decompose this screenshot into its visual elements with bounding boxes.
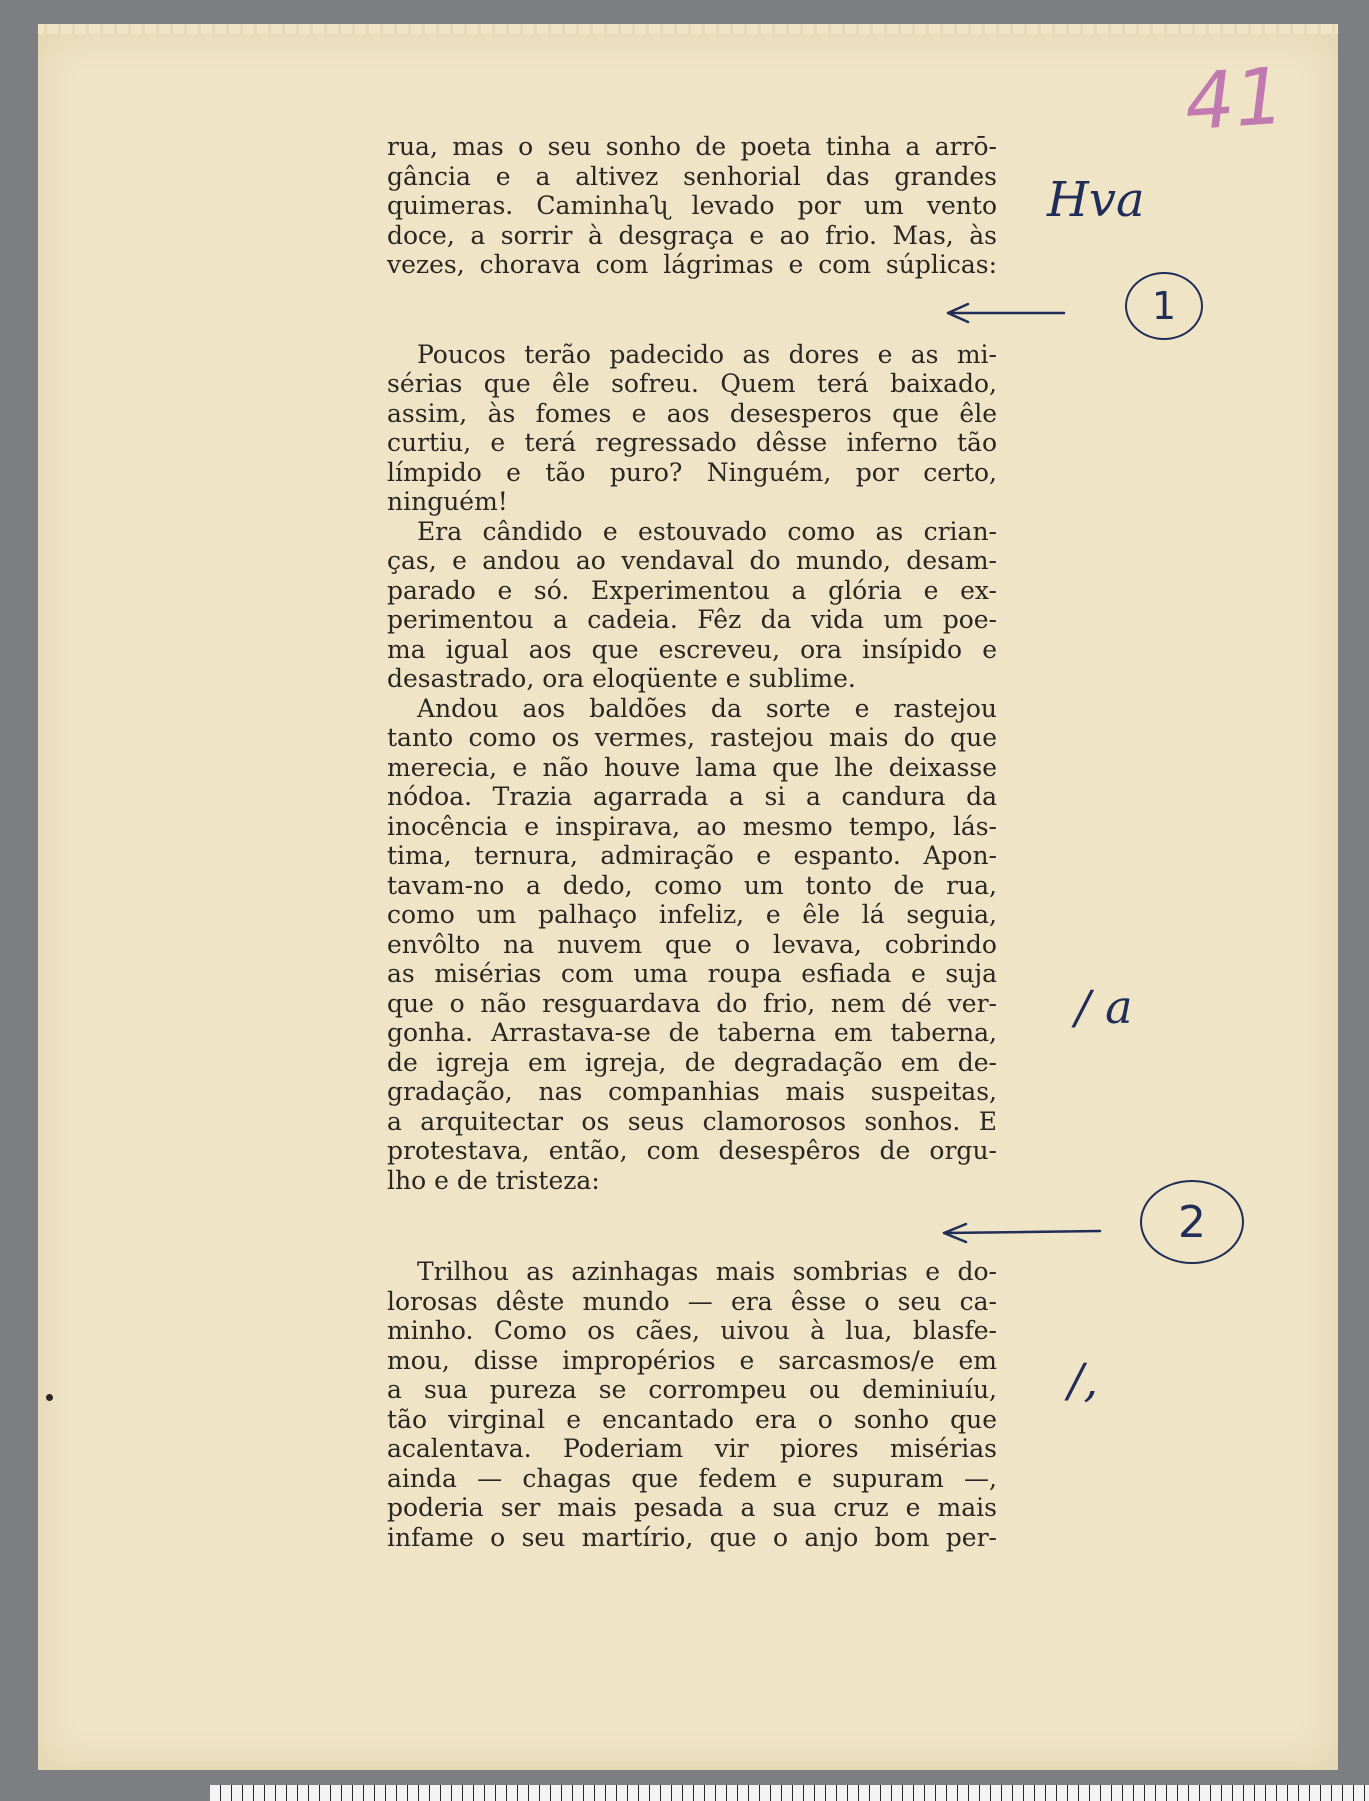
text-line: límpido e tão puro? Ninguém, por certo, [387,457,997,487]
text-line: mou, disse impropérios e sarcasmos/e em [387,1345,997,1375]
text-line: desastrado, ora eloqüente e sublime. [387,664,856,693]
ink-spot [46,1394,53,1401]
text-line: rua, mas o seu sonho de poeta tinha a arrō- [387,132,997,161]
circled-number-1 [1125,272,1203,340]
paragraph-3 [387,517,997,694]
paragraph-gap [387,310,997,340]
text-line: ainda — chagas que fedem e supuram —, [387,1463,997,1493]
circled-number-2-label: 2 [1178,1196,1206,1248]
text-line: doce, a sorrir à desgraça e ao frio. Mas, às [387,220,997,250]
text-line: ma igual aos que escreveu, ora insípido e [387,634,997,664]
circled-number-1-label: 1 [1151,284,1177,328]
text-line: gância e a altivez senhorial das grandes [387,161,997,191]
circled-number-2 [1140,1180,1244,1264]
text-line: a sua pureza se corrompeu ou deminiuíu, [387,1375,997,1404]
text-line: como um palhaço infeliz, e êle lá seguia, [387,900,997,929]
paragraph-gap [387,280,997,310]
paragraph-gap [387,1226,997,1257]
text-line: a arquitectar os seus clamorosos sonhos. E [387,1106,997,1136]
paragraph-1 [387,132,997,280]
text-line: Trilhou as azinhagas mais sombrias e do- [417,1257,997,1286]
text-line: acalentava. Poderiam vir piores misérias [387,1434,997,1463]
text-line: gradação, nas companhias mais suspeitas, [387,1077,997,1106]
text-line: curtiu, e terá regressado dêsse inferno tão [387,428,997,457]
paragraph-4 [387,694,997,1196]
torn-top-edge [38,24,1338,34]
page-number: 41 [1181,51,1288,149]
text-line: que o não resguardava do frio, nem dé ver- [387,988,997,1018]
text-line: Era cândido e estouvado como as crian- [417,516,997,546]
text-line: tanto como os vermes, rastejou mais do que [387,723,997,752]
margin-note-hva: Hva [1047,172,1145,228]
text-line: merecia, e não houve lama que lhe deixasse [387,752,997,782]
text-line: gonha. Arrastava-se de taberna em taberna, [387,1018,997,1047]
text-line: poderia ser mais pesada a sua cruz e mais [387,1493,997,1522]
text-line: tavam-no a dedo, como um tonto de rua, [387,870,997,900]
text-line: nódoa. Trazia agarrada a si a candura da [387,782,997,811]
text-line: quimeras. Caminhaʯ levado por um vento [387,191,997,220]
text-line: de igreja em igreja, de degradação em de- [387,1047,997,1077]
paragraph-gap [387,1195,997,1226]
text-line: as misérias com uma roupa esfiada e suja [387,959,997,988]
text-line: infame o seu martírio, que o anjo bom per- [387,1522,997,1552]
text-line: lorosas dêste mundo — era êsse o seu ca- [387,1286,997,1316]
text-line: lho e de tristeza: [387,1165,600,1195]
paragraph-2 [387,340,997,517]
paragraph-5 [387,1257,997,1552]
text-line: protestava, então, com desespêros de orgu- [387,1136,997,1165]
text-line: Poucos terão padecido as dores e as mi- [417,339,997,369]
text-line: inocência e inspirava, ao mesmo tempo, lás- [387,811,997,841]
text-line: Andou aos baldões da sorte e rastejou [417,693,997,723]
text-line: tão virginal e encantado era o sonho que [387,1404,997,1434]
printed-text [387,132,997,1552]
text-line: parado e só. Experimentou a glória e ex- [387,575,997,605]
text-line: ças, e andou ao vendaval do mundo, desam- [387,546,997,575]
text-line: minho. Como os cães, uivou à lua, blasfe- [387,1316,997,1345]
margin-note-a: / a [1075,980,1133,1034]
text-line: perimentou a cadeia. Fêz da vida um poe- [387,605,997,634]
text-line: tima, ternura, admiração e espanto. Apon- [387,841,997,870]
text-line: assim, às fomes e aos desesperos que êle [387,398,997,428]
scan-scale-ruler [210,1785,1369,1801]
text-line: sérias que êle sofreu. Quem terá baixado, [387,369,997,398]
text-line: vezes, chorava com lágrimas e com súplicas: [387,250,997,279]
text-line: envôlto na nuvem que o levava, cobrindo [387,929,997,959]
text-line: ninguém! [387,487,508,516]
margin-note-b: /, [1068,1353,1099,1407]
